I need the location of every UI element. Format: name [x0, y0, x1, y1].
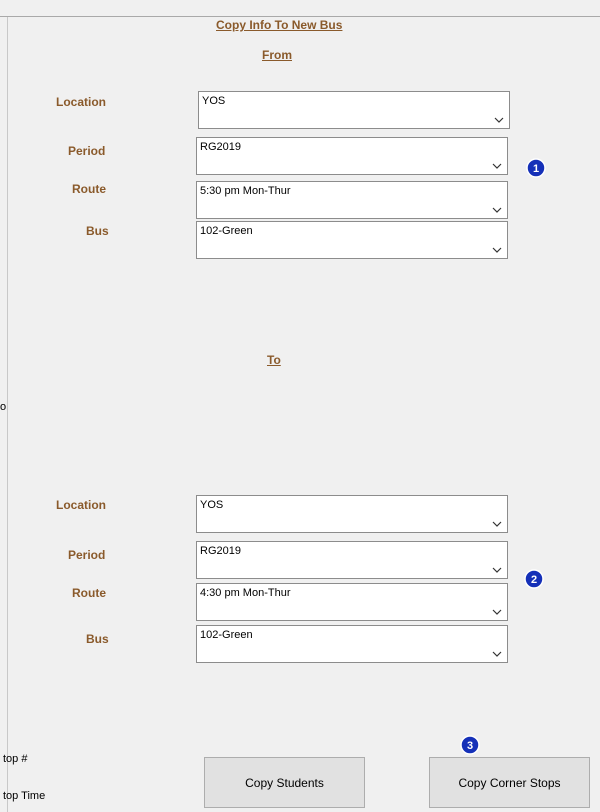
chevron-down-icon — [492, 566, 502, 574]
to-bus-value: 102-Green — [200, 629, 253, 641]
step-two-number: 2 — [530, 574, 538, 586]
to-route-select[interactable] — [196, 583, 508, 621]
from-location-select[interactable] — [198, 91, 510, 129]
from-bus-select[interactable] — [196, 221, 508, 259]
chevron-down-icon — [492, 650, 502, 658]
chevron-down-icon — [492, 162, 502, 170]
copy-corner-stops-button[interactable]: Copy Corner Stops — [429, 757, 590, 808]
chevron-down-icon — [492, 520, 502, 528]
from-period-label: Period — [68, 144, 106, 158]
to-bus-select[interactable] — [196, 625, 508, 663]
left-border — [7, 17, 8, 812]
to-title: To — [267, 353, 281, 367]
stop-time-label: top Time — [3, 790, 46, 802]
step-one-number: 1 — [532, 163, 540, 175]
from-route-value: 5:30 pm Mon-Thur — [200, 185, 291, 197]
chevron-down-icon — [492, 206, 502, 214]
from-period-select[interactable] — [196, 137, 508, 175]
step-two-badge-icon — [524, 569, 544, 589]
step-three-number: 3 — [466, 740, 474, 752]
from-route-label: Route — [72, 182, 106, 196]
from-bus-label: Bus — [86, 224, 109, 238]
copy-students-button[interactable]: Copy Students — [204, 757, 365, 808]
to-route-value: 4:30 pm Mon-Thur — [200, 587, 291, 599]
step-one-badge-icon — [526, 158, 546, 178]
chevron-down-icon — [492, 246, 502, 254]
stop-number-label: top # — [3, 753, 28, 765]
to-period-select[interactable] — [196, 541, 508, 579]
from-location-value: YOS — [202, 95, 226, 107]
page-title: Copy Info To New Bus — [216, 18, 343, 32]
to-location-value: YOS — [200, 499, 224, 511]
step-three-badge-icon — [460, 735, 480, 755]
to-period-value: RG2019 — [200, 545, 241, 557]
to-period-label: Period — [68, 548, 106, 562]
to-route-label: Route — [72, 586, 106, 600]
from-location-label: Location — [56, 95, 106, 109]
chevron-down-icon — [494, 116, 504, 124]
edge-char: o — [0, 401, 7, 413]
from-period-value: RG2019 — [200, 141, 241, 153]
from-bus-value: 102-Green — [200, 225, 253, 237]
to-location-select[interactable] — [196, 495, 508, 533]
from-title: From — [262, 48, 292, 62]
chevron-down-icon — [492, 608, 502, 616]
window-top-strip — [0, 0, 600, 17]
to-location-label: Location — [56, 498, 106, 512]
to-bus-label: Bus — [86, 632, 109, 646]
from-route-select[interactable] — [196, 181, 508, 219]
